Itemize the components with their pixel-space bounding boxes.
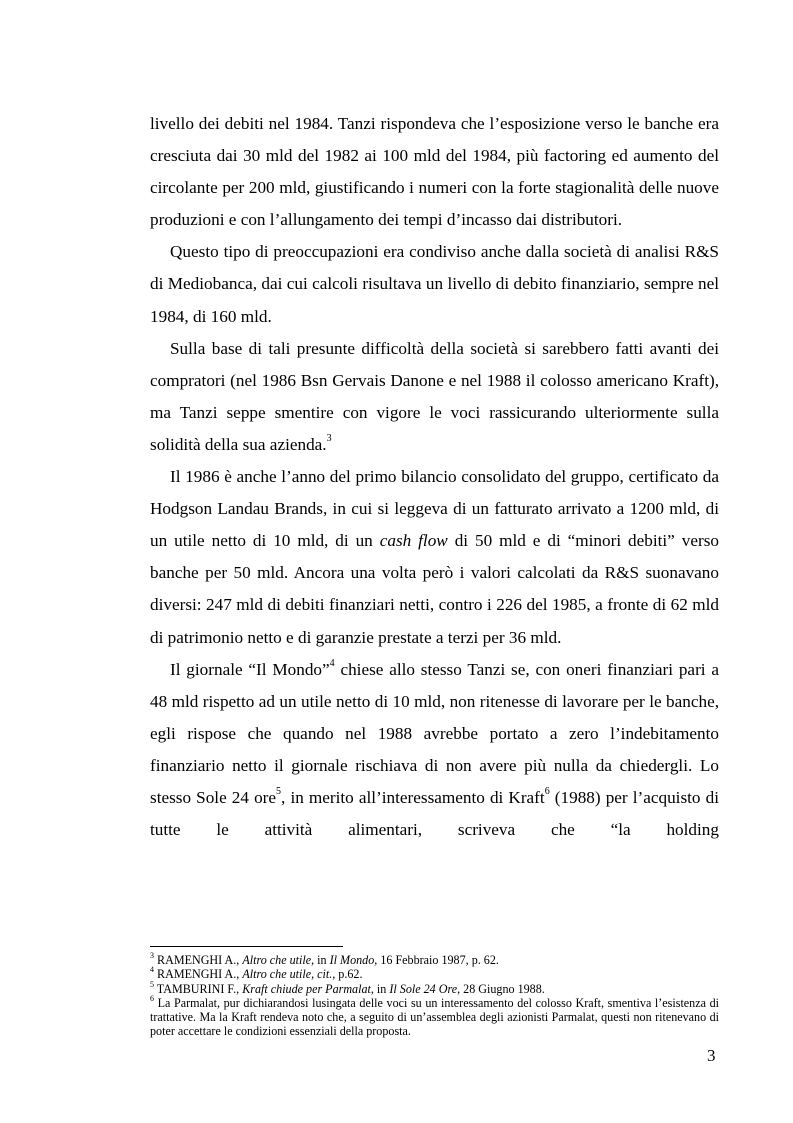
footnote-ref: 5 [276,786,282,798]
page-number: 3 [707,1046,716,1065]
footnote-5: $^5$ TAMBURINI F., Kraft chiude per Parmalat, in Il Sole 24 Ore, 28 Giugno 1988. [150,979,545,996]
footnote-6: $^6$ La Parmalat, pur dichiarandosi lusingata delle voci su un interessamento del colosso Kraft, smentiva l’esistenza di trattative. Ma la Kraft rendeva noto che, a seguito di un’assemblea degli azionisti Parmalat, questi non ritenevano di poter accettare le condizioni essenziali della proposta. [150,993,719,1039]
paragraph-5: Il giornale “Il Mondo”$^4$ chiese allo stesso Tanzi se, con oneri finanziari pari a 48 mld rispetto ad un utile netto di 10 mld, non ritenesse di lavorare per le banche, egli rispose che quando nel 1988 avrebbe portato a zero l’indebitamento finanziario netto il giornale rischiava di non avere più nulla da chiedergli. Lo stesso Sole 24 ore$^5$, in merito all’interessamento di Kraft$^6$ (1988) per l’acquisto di tutte le attività alimentari, scriveva che “la holding [150,657,719,840]
footnote-3: $^3$ RAMENGHI A., Altro che utile, in Il Mondo, 16 Febbraio 1987, p. 62. [150,950,499,967]
footnotes [150,950,719,1039]
paragraph-3: Sulla base di tali presunte difficoltà della società si sarebbero fatti avanti dei compratori (nel 1986 Bsn Gervais Danone e nel 1988 il colosso americano Kraft), ma Tanzi seppe smentire con vigore le voci rassicurando ulteriormente sulla solidità della sua azienda.$^3$ [150,338,719,454]
footnote-separator [150,946,343,947]
paragraph-4: Il 1986 è anche l’anno del primo bilancio consolidato del gruppo, certificato da Hodgson Landau Brands, in cui si leggeva di un fatturato arrivato a 1200 mld, di un utile netto di 10 mld, di un cash flow di 50 mld e di “minori debiti” verso banche per 50 mld. Ancora una volta però i valori calcolati da R&S suonavano diversi: 247 mld di debiti finanziari netti, contro i 226 del 1985, a fronte di 62 mld di patrimonio netto e di garanzie prestate a terzi per 36 mld. [150,467,719,647]
emphasis: cash flow [379,531,448,551]
footnote-ref: 3 [326,433,332,445]
body-text [150,108,719,846]
footnote-ref: 4 [329,657,335,669]
paragraph-1: livello dei debiti nel 1984. Tanzi rispondeva che l’esposizione verso le banche era cresciuta dai 30 mld del 1982 ai 100 mld del 1984, più factoring ed aumento del circolante per 200 mld, giustificando i numeri con la forte stagionalità delle nuove produzioni e con l’allungamento dei tempi d’incasso dai distributori. [150,114,719,230]
footnote-4: $^4$ RAMENGHI A., Altro che utile, cit., p.62. [150,965,363,982]
paragraph-2: Questo tipo di preoccupazioni era condiviso anche dalla società di analisi R&S di Mediobanca, dai cui calcoli risultava un livello di debito finanziario, sempre nel 1984, di 160 mld. [150,242,719,326]
footnote-ref: 6 [544,786,550,798]
